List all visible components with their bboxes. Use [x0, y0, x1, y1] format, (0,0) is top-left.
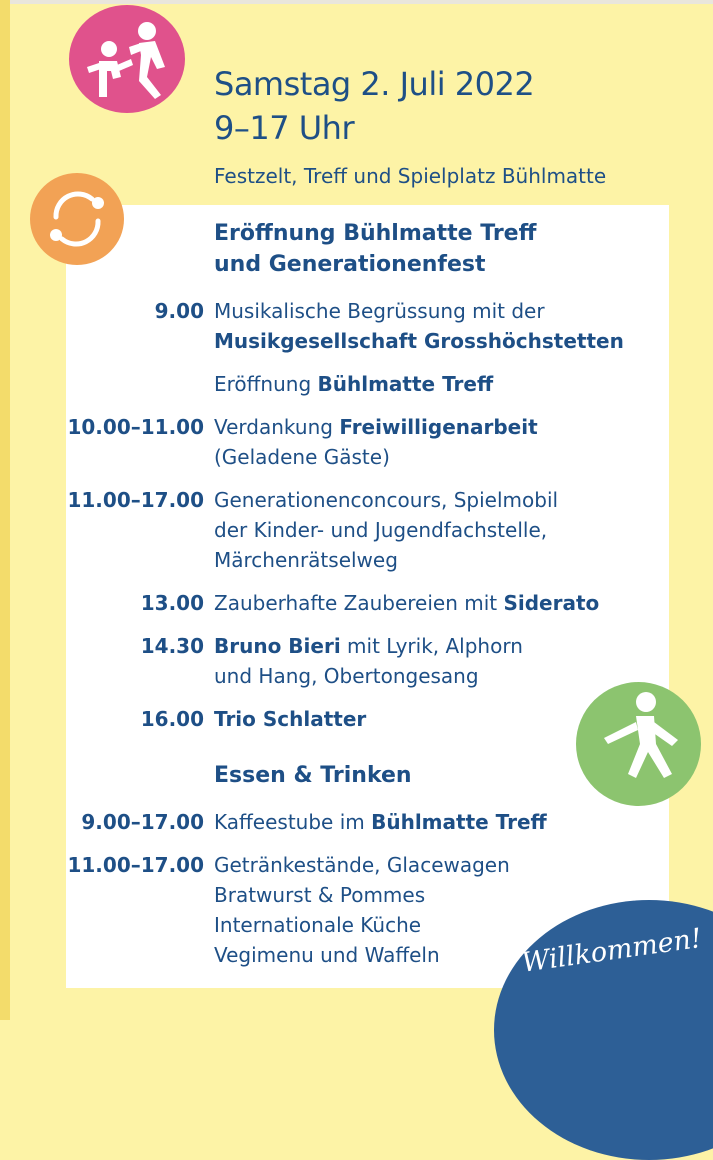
program-title-line1: Eröffnung Bühlmatte Treff: [214, 221, 537, 246]
event-time: 9–17 Uhr: [214, 109, 355, 147]
row-description: [214, 296, 654, 356]
row-text-bold: Trio Schlatter: [214, 707, 367, 731]
row-time: 16.00: [140, 707, 204, 731]
program-row: [66, 704, 669, 734]
program-row: [66, 369, 669, 399]
program-row: [66, 412, 669, 472]
row-time: 9.00: [154, 299, 204, 323]
row-text-bold: Siderato: [503, 591, 600, 615]
row-text: Getränkestände, Glacewagen: [214, 853, 510, 877]
program-row: [66, 296, 669, 356]
row-text: der Kinder- und Jugendfachstelle,: [214, 518, 548, 542]
row-time: 11.00–17.00: [67, 488, 204, 512]
row-description: [214, 850, 654, 970]
welcome-text: Willkommen!: [519, 922, 704, 979]
program-title-line2: und Generationenfest: [214, 252, 486, 277]
row-text: Vegimenu und Waffeln: [214, 943, 440, 967]
row-description: [214, 588, 654, 618]
left-strip: [0, 0, 10, 1020]
row-text: Musikalische Begrüssung mit der: [214, 299, 545, 323]
event-date: Samstag 2. Juli 2022: [214, 65, 535, 103]
row-text-bold: Musikgesellschaft Grosshöchstetten: [214, 329, 624, 353]
program-row: [66, 631, 669, 691]
food-row: [66, 807, 669, 837]
program-row: [66, 588, 669, 618]
row-text: Internationale Küche: [214, 913, 422, 937]
row-text: Zauberhafte Zaubereien mit: [214, 591, 504, 615]
row-time: 10.00–11.00: [67, 415, 204, 439]
row-text-bold: Freiwilligenarbeit: [339, 415, 538, 439]
row-description: [214, 485, 654, 575]
row-text-bold: Bruno Bieri: [214, 634, 341, 658]
row-text: Märchenrätselweg: [214, 548, 398, 572]
food-row: [66, 850, 669, 970]
row-text: Bratwurst & Pommes: [214, 883, 426, 907]
row-time: 13.00: [140, 591, 204, 615]
row-description: [214, 369, 654, 399]
row-text-bold: Bühlmatte Treff: [317, 372, 494, 396]
row-time: 9.00–17.00: [81, 810, 204, 834]
program-list: [66, 218, 669, 983]
row-description: [214, 412, 654, 472]
row-text: (Geladene Gäste): [214, 445, 390, 469]
row-description: [214, 807, 654, 837]
top-border: [0, 0, 713, 4]
row-text-bold: Bühlmatte Treff: [371, 810, 547, 834]
row-text: mit Lyrik, Alphorn: [340, 634, 523, 658]
two-figures-icon: [69, 5, 185, 113]
row-description: [214, 631, 654, 691]
row-text: Generationenconcours, Spielmobil: [214, 488, 559, 512]
row-description: [214, 704, 654, 734]
row-time: 14.30: [140, 634, 204, 658]
row-text: Kaffeestube im: [214, 810, 372, 834]
section-title-food: Essen & Trinken: [214, 763, 412, 788]
event-venue: Festzelt, Treff und Spielplatz Bühlmatte: [214, 164, 607, 188]
row-text: und Hang, Obertongesang: [214, 664, 479, 688]
row-text: Verdankung: [214, 415, 340, 439]
program-row: [66, 485, 669, 575]
row-text: Eröffnung: [214, 372, 318, 396]
event-header: [214, 62, 694, 188]
section-title-program: [66, 218, 669, 280]
row-time: 11.00–17.00: [67, 853, 204, 877]
